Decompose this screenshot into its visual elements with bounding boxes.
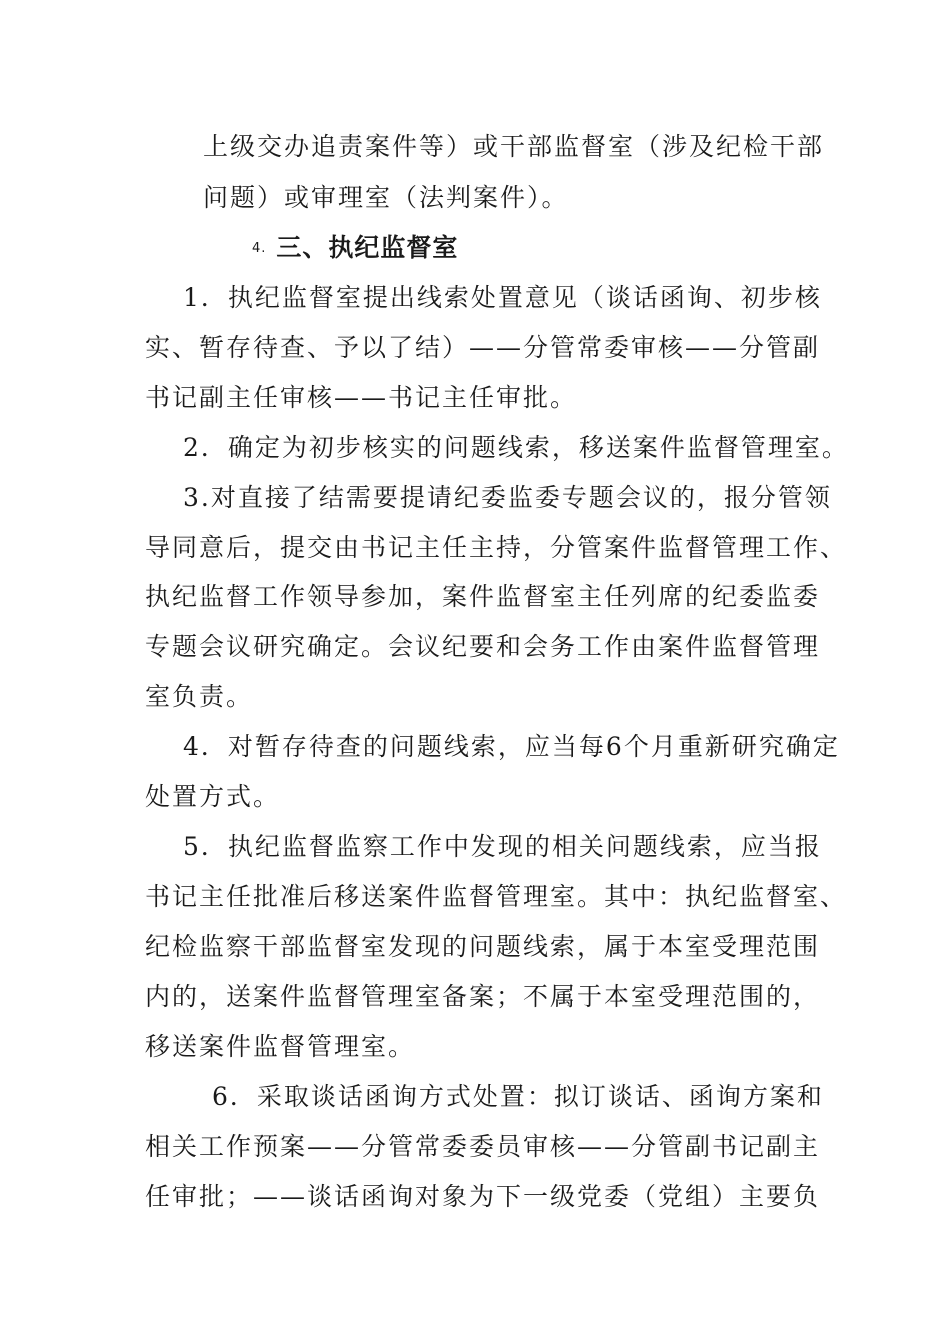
text-line: 4．对暂存待查的问题线索，应当每6个月重新研究确定 xyxy=(183,732,840,761)
text-line: 问题）或审理室（法判案件）。 xyxy=(203,183,569,212)
text-line: 书记副主任审核——书记主任审批。 xyxy=(145,383,578,412)
text-line: 书记主任批准后移送案件监督管理室。其中：执纪监督室、 xyxy=(145,882,848,911)
text-line: 任审批；——谈话函询对象为下一级党委（党组）主要负 xyxy=(145,1182,821,1211)
text-line: 内的，送案件监督管理室备案；不属于本室受理范围的， xyxy=(145,982,821,1011)
heading-text: 三、执纪监督室 xyxy=(276,233,459,262)
text-line: 专题会议研究确定。会议纪要和会务工作由案件监督管理 xyxy=(145,632,821,661)
text-line: 执纪监督工作领导参加，案件监督室主任列席的纪委监委 xyxy=(145,582,821,611)
text-line: 移送案件监督管理室。 xyxy=(145,1032,416,1061)
text-line: 6．采取谈话函询方式处置：拟订谈话、函询方案和 xyxy=(212,1082,824,1111)
heading-number: 4. xyxy=(252,241,267,256)
text-line: 2．确定为初步核实的问题线索，移送案件监督管理室。 xyxy=(183,433,849,462)
text-line: 处置方式。 xyxy=(145,782,281,811)
text-line: 纪检监察干部监督室发现的问题线索，属于本室受理范围 xyxy=(145,932,821,961)
text-line: 5．执纪监督监察工作中发现的相关问题线索，应当报 xyxy=(183,832,822,861)
text-line: 3.对直接了结需要提请纪委监委专题会议的，报分管领 xyxy=(183,483,832,512)
text-line: 室负责。 xyxy=(145,682,254,711)
text-line: 实、暂存待查、予以了结）——分管常委审核——分管副 xyxy=(145,333,821,362)
text-line: 上级交办追责案件等）或干部监督室（涉及纪检干部 xyxy=(203,132,825,161)
text-line: 相关工作预案——分管常委委员审核——分管副书记副主 xyxy=(145,1132,821,1161)
text-line: 导同意后，提交由书记主任主持，分管案件监督管理工作、 xyxy=(145,533,848,562)
text-line: 1．执纪监督室提出线索处置意见（谈话函询、初步核 xyxy=(183,283,822,312)
section-heading xyxy=(252,233,458,264)
